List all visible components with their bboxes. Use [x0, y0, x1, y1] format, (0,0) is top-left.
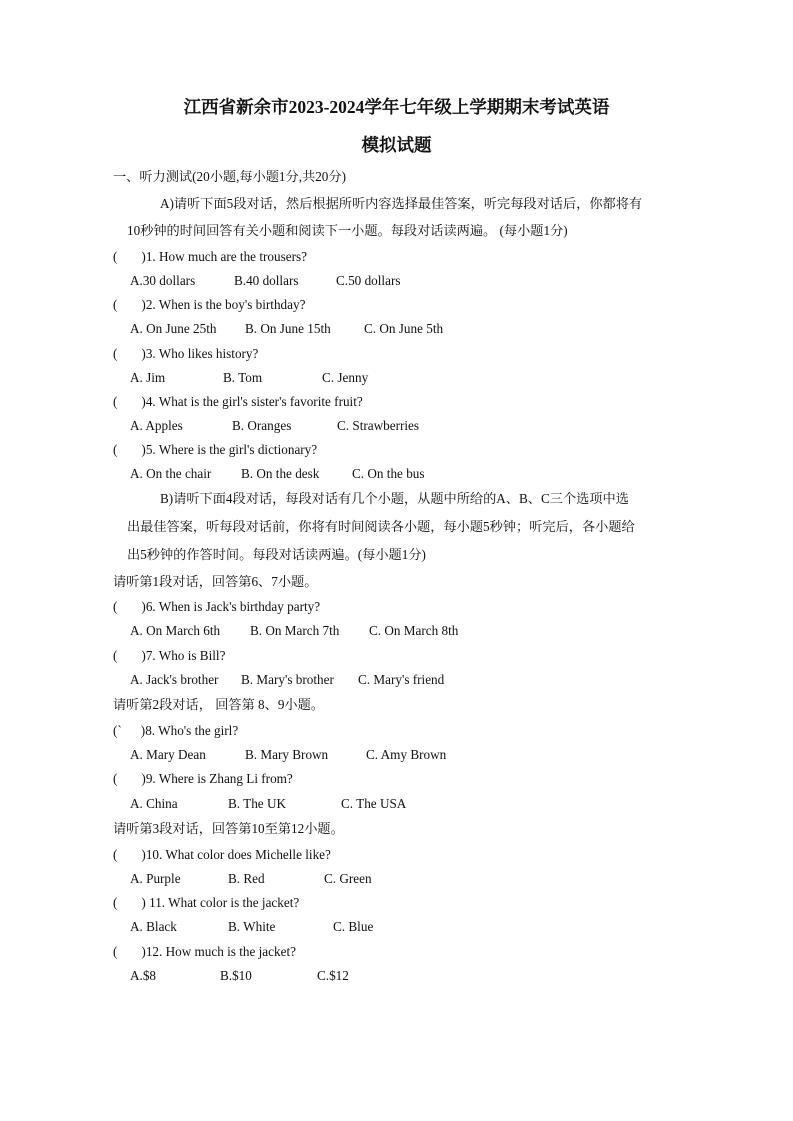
instruction-b-line2: 出最佳答案，听每段对话前，你将有时间阅读各小题，每小题5秒钟；听完后，各小题给: [127, 519, 635, 534]
question-text: 11. What color is the jacket?: [145, 895, 300, 910]
answer-open-paren: (: [113, 944, 118, 959]
question-stem: [113, 769, 293, 789]
option-c: C. Jenny: [322, 370, 369, 385]
question-options: [130, 621, 458, 641]
question-stem: [113, 646, 225, 666]
answer-close-paren: ): [141, 771, 146, 786]
answer-open-paren: (: [113, 297, 118, 312]
option-b: B. On March 7th: [250, 623, 340, 638]
instruction-a-line2: 10秒钟的时间回答有关小题和阅读下一小题。每段对话读两遍。 (每小题1分): [127, 223, 568, 238]
answer-close-paren: ): [141, 847, 146, 862]
option-a: A. China: [130, 796, 178, 811]
question-options: [130, 271, 400, 291]
option-b: B.40 dollars: [234, 273, 299, 288]
answer-open-paren: (: [113, 771, 118, 786]
option-a: A. On March 6th: [130, 623, 221, 638]
question-text: 7. Who is Bill?: [145, 648, 226, 663]
section-heading: 一、听力测试(20小题,每小题1分,共20分): [113, 169, 346, 184]
instruction-a-line1: A)请听下面5段对话，然后根据所听内容选择最佳答案，听完每段对话后，你都将有: [160, 196, 643, 211]
option-a: A. Black: [130, 919, 177, 934]
question-options: [130, 416, 419, 436]
option-c: C. On the bus: [352, 466, 425, 481]
answer-close-paren: ): [141, 346, 146, 361]
question-options: [130, 670, 444, 690]
question-text: 12. How much is the jacket?: [145, 944, 296, 959]
answer-open-paren: (`: [113, 723, 122, 738]
question-options: [130, 917, 373, 937]
question-options: [130, 319, 443, 339]
option-a: A. On the chair: [130, 466, 212, 481]
question-text: 10. What color does Michelle like?: [145, 847, 331, 862]
question-text: 1. How much are the trousers?: [145, 249, 307, 264]
answer-close-paren: ): [141, 599, 146, 614]
question-stem: [113, 344, 258, 364]
option-a: A. Jack's brother: [130, 672, 219, 687]
question-text: 2. When is the boy's birthday?: [145, 297, 306, 312]
dialog-note: 请听第3段对话，回答第10至第12小题。: [113, 821, 344, 836]
option-c: C. Blue: [333, 919, 374, 934]
option-c: C.50 dollars: [336, 273, 401, 288]
answer-close-paren: ): [141, 394, 146, 409]
question-text: 5. Where is the girl's dictionary?: [145, 442, 318, 457]
instruction-b-line3: 出5秒钟的作答时间。每段对话读两遍。(每小题1分): [127, 547, 426, 562]
dialog-note: 请听第2段对话， 回答第 8、9小题。: [113, 697, 324, 712]
option-a: A.30 dollars: [130, 273, 196, 288]
answer-close-paren: ): [141, 895, 146, 910]
option-c: C. Amy Brown: [366, 747, 447, 762]
question-stem: [113, 845, 331, 865]
instruction-b-line1: B)请听下面4段对话，每段对话有几个小题，从题中所给的A、B、C三个选项中选: [160, 491, 629, 506]
question-text: 3. Who likes history?: [145, 346, 259, 361]
question-text: 6. When is Jack's birthday party?: [145, 599, 321, 614]
option-a: A. Jim: [130, 370, 166, 385]
answer-close-paren: ): [141, 297, 146, 312]
answer-close-paren: ): [141, 249, 146, 264]
question-text: 4. What is the girl's sister's favorite fruit?: [145, 394, 363, 409]
option-b: B.$10: [220, 968, 252, 983]
option-a: A.$8: [130, 968, 157, 983]
question-stem: [113, 392, 363, 412]
question-options: [130, 368, 368, 388]
document-subtitle: 模拟试题: [361, 135, 432, 155]
option-c: C. On June 5th: [364, 321, 444, 336]
question-options: [130, 794, 406, 814]
option-b: B. Red: [228, 871, 265, 886]
answer-open-paren: (: [113, 249, 118, 264]
question-stem: [113, 893, 299, 913]
question-options: [130, 966, 349, 986]
option-b: B. Mary Brown: [245, 747, 329, 762]
answer-close-paren: ): [141, 442, 146, 457]
option-a: A. On June 25th: [130, 321, 217, 336]
question-options: [130, 869, 372, 889]
option-a: A. Purple: [130, 871, 181, 886]
answer-open-paren: (: [113, 847, 118, 862]
option-a: A. Apples: [130, 418, 183, 433]
question-stem: [113, 295, 305, 315]
option-b: B. On June 15th: [245, 321, 331, 336]
answer-close-paren: ): [141, 648, 146, 663]
answer-open-paren: (: [113, 394, 118, 409]
option-b: B. White: [228, 919, 276, 934]
option-b: B. Oranges: [232, 418, 292, 433]
question-stem: [113, 247, 307, 267]
answer-open-paren: (: [113, 346, 118, 361]
question-stem: [113, 942, 296, 962]
question-stem: [113, 440, 317, 460]
answer-open-paren: (: [113, 599, 118, 614]
answer-open-paren: (: [113, 648, 118, 663]
question-options: [130, 464, 425, 484]
option-c: C. Green: [324, 871, 372, 886]
option-b: B. Tom: [223, 370, 263, 385]
document-title: 江西省新余市2023-2024学年七年级上学期期末考试英语: [183, 97, 610, 117]
question-text: 8. Who's the girl?: [145, 723, 239, 738]
option-c: C.$12: [317, 968, 349, 983]
answer-close-paren: ): [141, 944, 146, 959]
question-text: 9. Where is Zhang Li from?: [145, 771, 293, 786]
answer-close-paren: ): [140, 723, 146, 738]
question-options: [130, 745, 446, 765]
dialog-note: 请听第1段对话，回答第6、7小题。: [113, 574, 318, 589]
option-c: C. The USA: [341, 796, 407, 811]
option-b: B. The UK: [228, 796, 286, 811]
option-c: C. Strawberries: [337, 418, 420, 433]
option-b: B. On the desk: [241, 466, 320, 481]
answer-open-paren: (: [113, 895, 118, 910]
option-b: B. Mary's brother: [241, 672, 334, 687]
question-stem: [113, 721, 238, 741]
answer-open-paren: (: [113, 442, 118, 457]
option-c: C. Mary's friend: [358, 672, 445, 687]
question-stem: [113, 597, 320, 617]
option-c: C. On March 8th: [369, 623, 459, 638]
option-a: A. Mary Dean: [130, 747, 206, 762]
